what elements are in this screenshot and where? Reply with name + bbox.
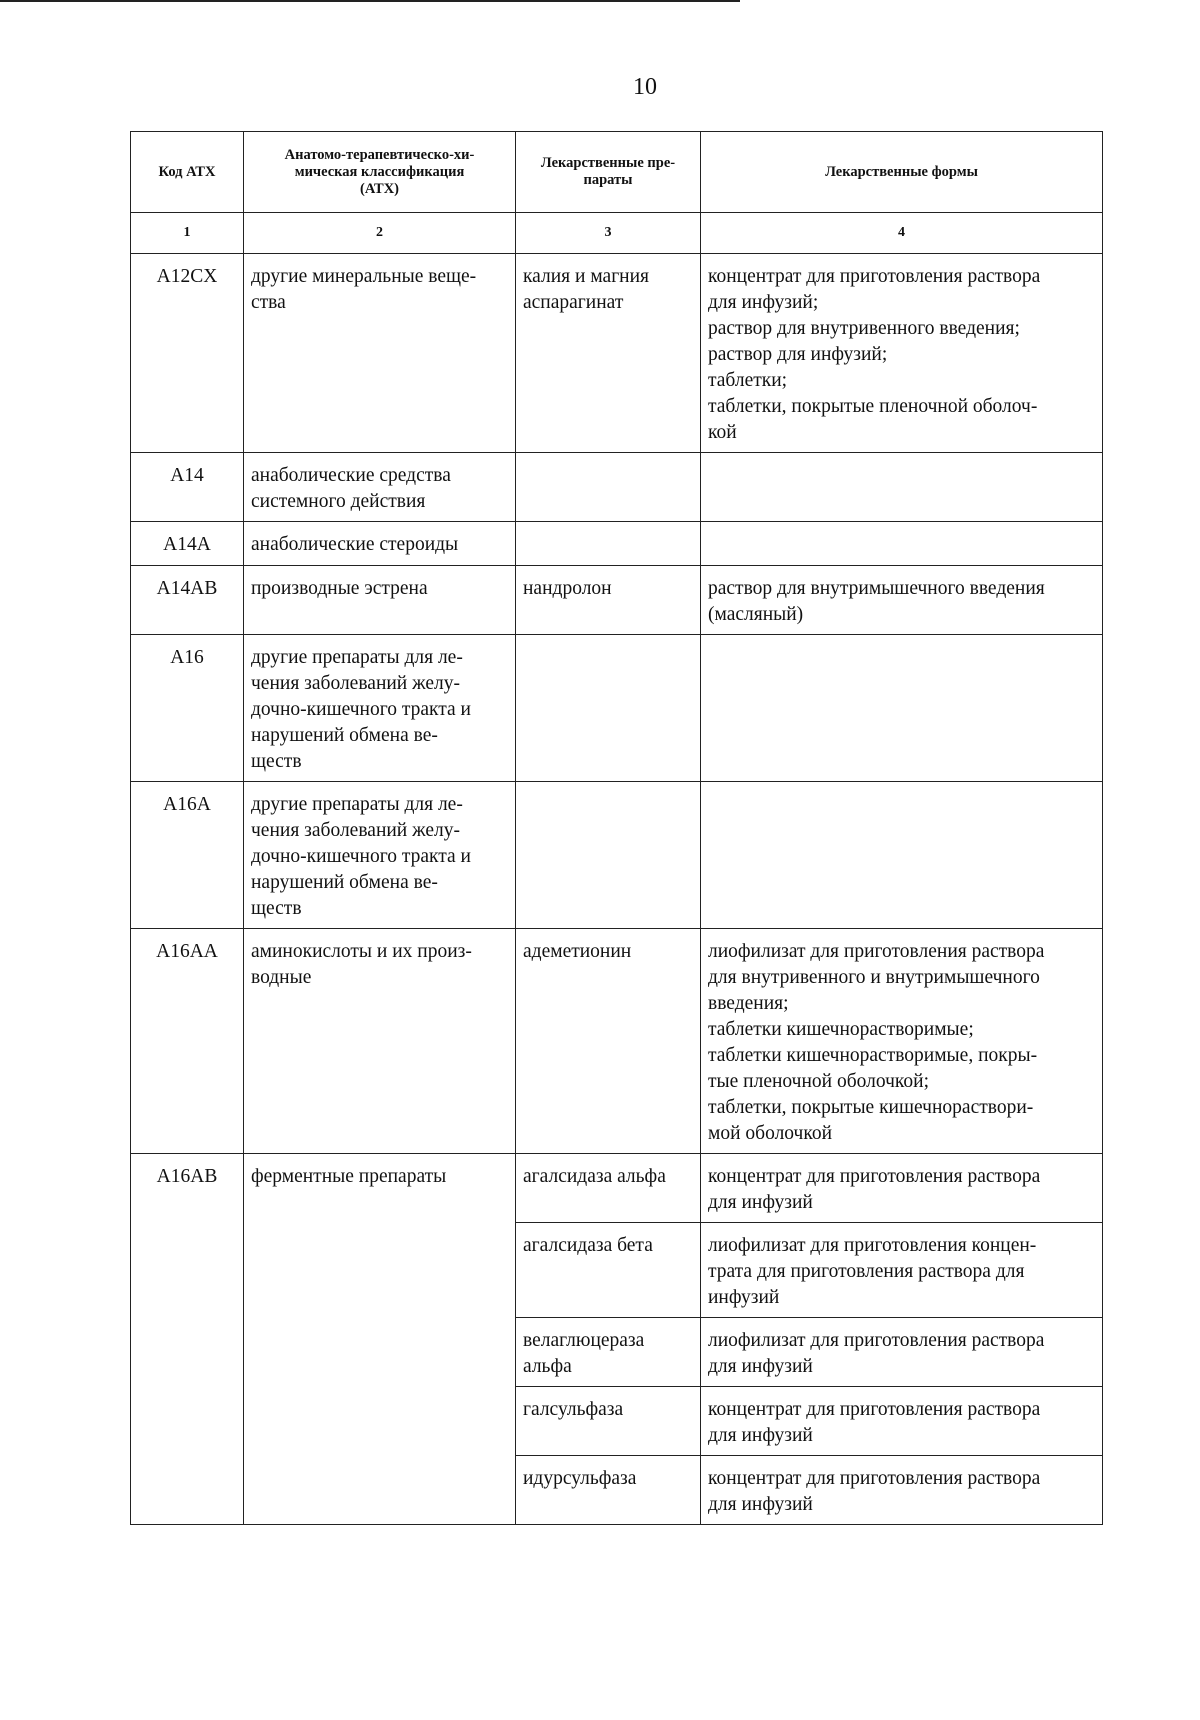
atx-code: A14AB [131, 566, 244, 635]
forms-cell [701, 522, 1103, 566]
cell-line: концентрат для приготовления раствора [708, 1468, 1041, 1489]
cell-line: таблетки, покрытые кишечнораствори- [708, 1097, 1034, 1118]
forms-cell [701, 254, 1103, 453]
cell-line: лиофилизат для приготовления раствора [708, 941, 1045, 962]
cell-line: таблетки; [708, 370, 788, 391]
cell-line: инфузий [708, 1287, 780, 1308]
cell-line: таблетки, покрытые пленочной оболоч- [708, 396, 1038, 417]
column-number: 3 [516, 213, 701, 254]
cell-line: раствор для инфузий; [708, 344, 888, 365]
drug-cell [516, 1223, 701, 1318]
atx-code: A14A [131, 522, 244, 566]
cell-line: концентрат для приготовления раствора [708, 1399, 1041, 1420]
cell-line: для внутривенного и внутримышечного [708, 967, 1040, 988]
classification-cell [244, 929, 516, 1154]
cell-line: системного действия [251, 491, 426, 512]
cell-line: дочно-кишечного тракта и [251, 846, 471, 867]
classification-cell [244, 566, 516, 635]
cell-line: другие препараты для ле- [251, 794, 463, 815]
atx-code: A14 [131, 453, 244, 522]
cell-line: альфа [523, 1356, 572, 1377]
cell-line: идурсульфаза [523, 1468, 637, 1489]
table-row [131, 453, 1103, 522]
cell-line: аминокислоты и их произ- [251, 941, 472, 962]
cell-line: галсульфаза [523, 1399, 624, 1420]
table-row [131, 929, 1103, 1154]
cell-line: калия и магния [523, 266, 650, 287]
atx-code: A12CX [131, 254, 244, 453]
cell-line: мой оболочкой [708, 1123, 833, 1144]
header-drugs: Лекарственные пре- параты [516, 132, 701, 213]
forms-cell [701, 635, 1103, 782]
cell-line: чения заболеваний желу- [251, 820, 460, 841]
drug-cell [516, 782, 701, 929]
cell-line: кой [708, 422, 737, 443]
drug-cell [516, 635, 701, 782]
cell-line: анаболические стероиды [251, 534, 459, 555]
drug-cell [516, 566, 701, 635]
atx-code: A16A [131, 782, 244, 929]
cell-line: анаболические средства [251, 465, 451, 486]
cell-line: лиофилизат для приготовления концен- [708, 1235, 1037, 1256]
table-row [131, 254, 1103, 453]
cell-line: ферментные препараты [251, 1166, 447, 1187]
atx-code: A16AA [131, 929, 244, 1154]
cell-line: лиофилизат для приготовления раствора [708, 1330, 1045, 1351]
cell-line: нарушений обмена ве- [251, 725, 438, 746]
forms-cell [701, 566, 1103, 635]
drug-cell [516, 453, 701, 522]
forms-cell [701, 1154, 1103, 1223]
drug-cell [516, 1456, 701, 1525]
atx-code: A16 [131, 635, 244, 782]
header-row [131, 132, 1103, 213]
drug-cell [516, 1154, 701, 1223]
cell-line: велаглюцераза [523, 1330, 645, 1351]
cell-line: (масляный) [708, 604, 804, 625]
cell-line: концентрат для приготовления раствора [708, 1166, 1041, 1187]
cell-line: ществ [251, 898, 302, 919]
classification-cell [244, 522, 516, 566]
cell-line: трата для приготовления раствора для [708, 1261, 1025, 1282]
cell-line: для инфузий [708, 1425, 813, 1446]
table-row [131, 566, 1103, 635]
column-number: 1 [131, 213, 244, 254]
cell-line: производные эстрена [251, 578, 428, 599]
table-row [131, 1154, 1103, 1223]
cell-line: другие минеральные веще- [251, 266, 477, 287]
drug-cell [516, 1318, 701, 1387]
forms-cell [701, 1318, 1103, 1387]
cell-line: для инфузий; [708, 292, 819, 313]
cell-line: тые пленочной оболочкой; [708, 1071, 929, 1092]
cell-line: ства [251, 292, 286, 313]
cell-line: адеметионин [523, 941, 632, 962]
cell-line: для инфузий [708, 1356, 813, 1377]
cell-line: для инфузий [708, 1192, 813, 1213]
table-row [131, 522, 1103, 566]
page-number: 10 [633, 74, 657, 100]
drug-cell [516, 929, 701, 1154]
forms-cell [701, 1387, 1103, 1456]
top-rule [0, 0, 740, 2]
cell-line: водные [251, 967, 312, 988]
forms-cell [701, 929, 1103, 1154]
cell-line: агалсидаза бета [523, 1235, 653, 1256]
column-number: 4 [701, 213, 1103, 254]
table-row [131, 782, 1103, 929]
cell-line: чения заболеваний желу- [251, 673, 460, 694]
cell-line: раствор для внутримышечного введения [708, 578, 1045, 599]
cell-line: аспарагинат [523, 292, 624, 313]
header-code: Код АТХ [131, 132, 244, 213]
column-number: 2 [244, 213, 516, 254]
cell-line: раствор для внутривенного введения; [708, 318, 1020, 339]
atx-code: A16AB [131, 1154, 244, 1525]
drug-cell [516, 522, 701, 566]
cell-line: дочно-кишечного тракта и [251, 699, 471, 720]
cell-line: другие препараты для ле- [251, 647, 463, 668]
cell-line: введения; [708, 993, 789, 1014]
forms-cell [701, 1223, 1103, 1318]
cell-line: для инфузий [708, 1494, 813, 1515]
forms-cell [701, 782, 1103, 929]
atx-table [130, 131, 1103, 1525]
cell-line: таблетки кишечнорастворимые; [708, 1019, 974, 1040]
forms-cell [701, 453, 1103, 522]
classification-cell [244, 453, 516, 522]
cell-line: таблетки кишечнорастворимые, покры- [708, 1045, 1038, 1066]
header-classification: Анатомо-терапевтическо-хи- мическая классификация (АТХ) [244, 132, 516, 213]
classification-cell [244, 254, 516, 453]
classification-cell [244, 1154, 516, 1525]
drug-cell [516, 254, 701, 453]
cell-line: агалсидаза альфа [523, 1166, 666, 1187]
cell-line: ществ [251, 751, 302, 772]
column-number-row [131, 213, 1103, 254]
cell-line: нарушений обмена ве- [251, 872, 438, 893]
classification-cell [244, 635, 516, 782]
table-row [131, 635, 1103, 782]
forms-cell [701, 1456, 1103, 1525]
classification-cell [244, 782, 516, 929]
header-forms: Лекарственные формы [701, 132, 1103, 213]
cell-line: нандролон [523, 578, 612, 599]
cell-line: концентрат для приготовления раствора [708, 266, 1041, 287]
drug-cell [516, 1387, 701, 1456]
